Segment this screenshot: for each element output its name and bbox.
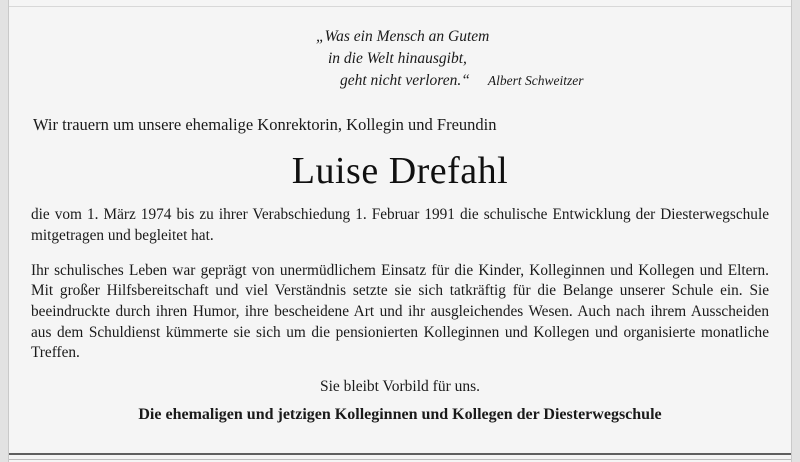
notice-body (9, 0, 791, 462)
epigraph-line-3 (316, 70, 769, 92)
page-edge-left (0, 0, 9, 462)
intro-line: Wir trauern um unsere ehemalige Konrektorin, Kollegin und Freundin (33, 115, 497, 134)
deceased-name: Luise Drefahl (291, 150, 509, 193)
epigraph-line-2: in die Welt hinausgibt, (328, 50, 467, 67)
page-edge-right (791, 0, 800, 462)
top-divider (9, 6, 791, 7)
signature-line: Die ehemaligen und jetzigen Kolleginnen und Kollegen der Diesterwegschule (138, 405, 662, 423)
epigraph-line-1: „Was ein Mensch an Gutem (316, 28, 490, 45)
epigraph-line-3-text: geht nicht verloren.“ (340, 72, 470, 89)
epigraph-block (31, 26, 769, 92)
paragraph-1: die vom 1. März 1974 bis zu ihrer Verabschiedung 1. Februar 1991 die schulische Entwicklung der Diesterwegschule mitgetragen und begleitet hat. (31, 206, 769, 245)
bottom-divider (9, 453, 791, 455)
bottom-divider-thin (9, 459, 791, 460)
epigraph-author: Albert Schweitzer (487, 73, 584, 88)
paragraph-2: Ihr schulisches Leben war geprägt von unermüdlichem Einsatz für die Kinder, Kolleginnen und Kollegen und Eltern. Mit großer Hilfsbereitschaft und viel Verständnis setzte sie sich tatkräftig für die Belange unserer Schule ein. Sie beeindruckte durch ihren Humor, ihre bescheidene Art und ihr ausgleichendes Wesen. Auch nach ihrem Ausscheiden aus dem Schuldienst kümmerte sie sich um die pensionierten Kolleginnen und Kollegen und organisierte monatliche Treffen. (31, 261, 769, 362)
closing-line: Sie bleibt Vorbild für uns. (319, 377, 481, 395)
